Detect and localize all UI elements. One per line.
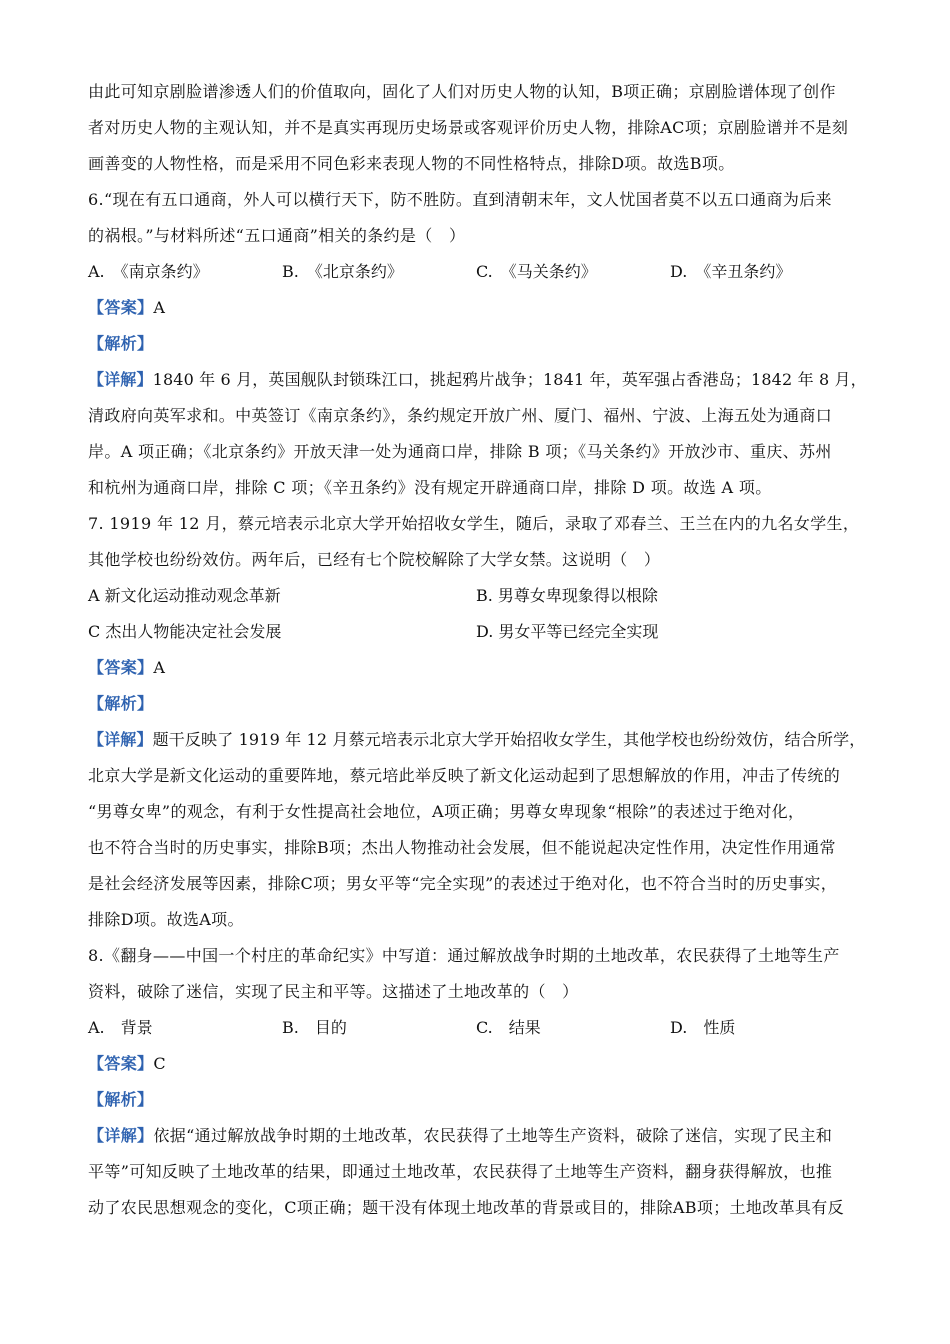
detail-line: 和杭州为通商口岸，排除 C 项；《辛丑条约》没有规定开辟通商口岸，排除 D 项。故选 A 项。 (88, 478, 772, 497)
question-8-stem: 资料，破除了迷信，实现了民主和平等。这描述了土地改革的（ ） (88, 982, 579, 1001)
answer-label: 【答案】 (88, 298, 154, 317)
analysis-row (88, 694, 868, 714)
option-b: B. 男尊女卑现象得以根除 (476, 586, 658, 605)
analysis-label: 【解析】 (88, 334, 154, 353)
option-b: B. 《北京条约》 (282, 262, 403, 281)
analysis-label: 【解析】 (88, 1090, 154, 1109)
option-c: C. 《马关条约》 (476, 262, 597, 281)
detail-label: 【详解】 (88, 1126, 154, 1145)
option-a: A 新文化运动推动观念革新 (88, 586, 281, 605)
detail-label: 【详解】 (88, 730, 153, 749)
detail-line: 是社会经济发展等因素，排除C项；男女平等“完全实现”的表述过于绝对化，也不符合当时的历史事实， (88, 874, 838, 893)
answer-row (88, 298, 868, 318)
answer-value: C (153, 1054, 166, 1073)
option-d: D. 性质 (670, 1018, 736, 1037)
detail-line (88, 370, 868, 390)
detail-line: 岸。A 项正确；《北京条约》开放天津一处为通商口岸，排除 B 项；《马关条约》开放沙市、重庆、苏州 (88, 442, 832, 461)
detail-line: 平等”可知反映了土地改革的结果，即通过土地改革，农民获得了土地等生产资料，翻身获得解放，也推 (88, 1162, 833, 1181)
question-8-stem: 8.《翻身——中国一个村庄的革命纪实》中写道：通过解放战争时期的土地改革，农民获得了土地等生产 (88, 946, 840, 965)
analysis-row (88, 334, 868, 354)
option-a: A. 《南京条约》 (88, 262, 209, 281)
detail-text: 题干反映了 1919 年 12 月蔡元培表示北京大学开始招收女学生，其他学校也纷纷效仿，结合所学， (152, 730, 866, 749)
question-6-stem: 的祸根。”与材料所述“五口通商”相关的条约是（ ） (88, 226, 466, 245)
analysis-row (88, 1090, 868, 1110)
detail-line: 北京大学是新文化运动的重要阵地，蔡元培此举反映了新文化运动起到了思想解放的作用，冲击了传统的 (88, 766, 841, 785)
option-d: D. 《辛丑条约》 (670, 262, 792, 281)
text-line: 由此可知京剧脸谱渗透人们的价值取向，固化了人们对历史人物的认知，B项正确；京剧脸谱体现了创作 (88, 82, 836, 101)
detail-text: 1840 年 6 月，英国舰队封锁珠江口，挑起鸦片战争；1841 年，英军强占香港岛；1842 年 8 月， (152, 370, 867, 389)
analysis-label: 【解析】 (88, 694, 154, 713)
option-d: D. 男女平等已经完全实现 (476, 622, 659, 641)
detail-line: 清政府向英军求和。中英签订《南京条约》，条约规定开放广州、厦门、福州、宁波、上海五处为通商口 (88, 406, 833, 425)
question-7-stem: 7. 1919 年 12 月，蔡元培表示北京大学开始招收女学生，随后，录取了邓春兰、王兰在内的九名女学生， (88, 514, 860, 533)
detail-line: “男尊女卑”的观念，有利于女性提高社会地位，A项正确；男尊女卑现象“根除”的表述过于绝对化， (88, 802, 805, 821)
option-a: A. 背景 (88, 1018, 153, 1037)
answer-label: 【答案】 (88, 658, 154, 677)
question-6-stem: 6.“现在有五口通商，外人可以横行天下，防不胜防。直到清朝末年，文人忧国者莫不以五口通商为后来 (88, 190, 832, 209)
detail-text: 依据“通过解放战争时期的土地改革，农民获得了土地等生产资料，破除了迷信，实现了民主和 (153, 1126, 833, 1145)
option-c: C 杰出人物能决定社会发展 (88, 622, 282, 641)
detail-line (88, 730, 868, 750)
option-b: B. 目的 (282, 1018, 347, 1037)
answer-label: 【答案】 (88, 1054, 154, 1073)
question-7-stem: 其他学校也纷纷效仿。两年后，已经有七个院校解除了大学女禁。这说明（ ） (88, 550, 661, 569)
detail-line: 动了农民思想观念的变化，C项正确；题干没有体现土地改革的背景或目的，排除AB项；土地改革具有反 (88, 1198, 845, 1217)
detail-label: 【详解】 (88, 370, 153, 389)
detail-line: 排除D项。故选A项。 (88, 910, 244, 929)
text-line: 画善变的人物性格，而是采用不同色彩来表现人物的不同性格特点，排除D项。故选B项。 (88, 154, 735, 173)
answer-row (88, 1054, 868, 1074)
answer-value: A (153, 658, 166, 677)
text-line: 者对历史人物的主观认知，并不是真实再现历史场景或客观评价历史人物，排除AC项；京剧脸谱并不是刻 (88, 118, 849, 137)
option-c: C. 结果 (476, 1018, 541, 1037)
answer-row (88, 658, 868, 678)
answer-value: A (153, 298, 166, 317)
detail-line: 也不符合当时的历史事实，排除B项；杰出人物推动社会发展，但不能说起决定性作用，决定性作用通常 (88, 838, 836, 857)
detail-line (88, 1126, 868, 1146)
